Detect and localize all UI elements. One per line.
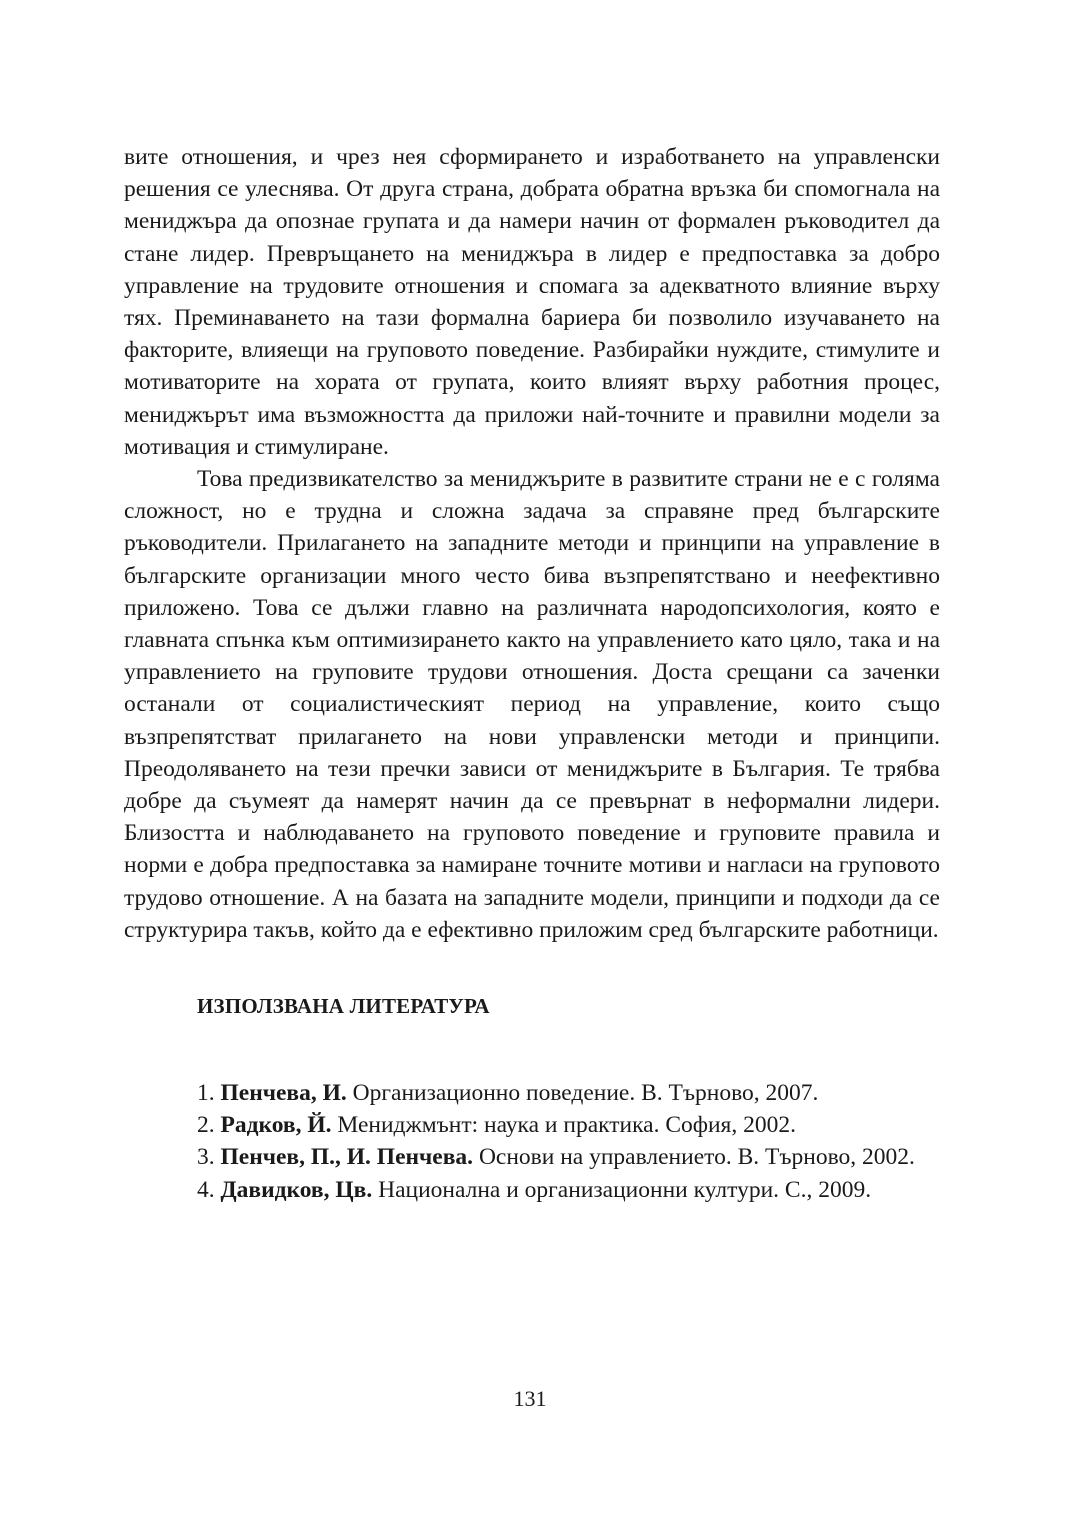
reference-author: Радков, Й. [220, 1112, 332, 1139]
reference-author: Пенчев, П., И. Пенчева. [220, 1144, 474, 1171]
body-paragraph: вите отношения, и чрез нея сформирането и изработването на управленски решения се улеснява. От друга страна, добрата обратна връзка би спомогнала на мениджъра да опознае групата и да намери начин от формален ръководител да стане лидер. Превръщането на мениджъра в лидер е предпоставка за добро управление на трудовите отношения и спомага за адекватното влияние върху тях. Преминаването на тази формална бариера би позволило изучаването на факторите, влияещи на груповото поведение. Разбирайки нуждите, стимулите и мотиваторите на хората от групата, които влияят върху работния процес, мениджърът има възможността да приложи най-точните и правилни модели за мотивация и стимулиране. [124, 144, 940, 460]
reference-item [124, 1077, 940, 1109]
reference-text: Организационно поведение. В. Търново, 2007. [352, 1080, 819, 1107]
reference-item [124, 1141, 940, 1173]
page-number: 131 [513, 1386, 547, 1411]
reference-number: 4. [197, 1176, 215, 1203]
reference-author: Давидков, Цв. [220, 1176, 373, 1203]
body-paragraph: Това предизвикателство за мениджърите в развитите страни не е с голяма сложност, но е трудна и сложна задача за справяне пред българските ръководители. Прилагането на западните методи и принципи на управление в българските организации много често бива възпрепятствано и неефективно приложено. Това се дължи главно на различната народопсихология, която е главната спънка към оптимизирането както на управлението като цяло, така и на управлението на груповите трудови отношения. Доста срещани са заченки останали от социалистическият период на управление, които също възпрепятстват прилагането на нови управленски методи и принципи. Преодоляването на тези пречки зависи от мениджърите в България. Те трябва добре да съумеят да намерят начин да се превърнат в неформални лидери. Близостта и наблюдаването на груповото поведение и груповите правила и норми е добра предпоставка за намиране точните мотиви и нагласи на груповото трудово отношение. А на базата на западните модели, принципи и подходи да се структурира такъв, който да е ефективно приложим сред българските работници. [124, 466, 940, 943]
reference-text: Мениджмънт: наука и практика. София, 2002. [337, 1112, 796, 1139]
reference-text: Основи на управлението. В. Търново, 2002. [478, 1144, 915, 1171]
references-heading: ИЗПОЛЗВАНА ЛИТЕРАТУРА [197, 994, 490, 1019]
reference-item [124, 1174, 940, 1206]
reference-item [124, 1109, 940, 1141]
reference-number: 1. [197, 1080, 215, 1107]
references-list [124, 1077, 940, 1206]
reference-number: 2. [197, 1112, 215, 1139]
reference-author: Пенчева, И. [220, 1080, 347, 1107]
reference-text: Национална и организационни култури. С., 2009. [378, 1176, 872, 1203]
page-content [124, 141, 940, 1206]
reference-number: 3. [197, 1144, 215, 1171]
